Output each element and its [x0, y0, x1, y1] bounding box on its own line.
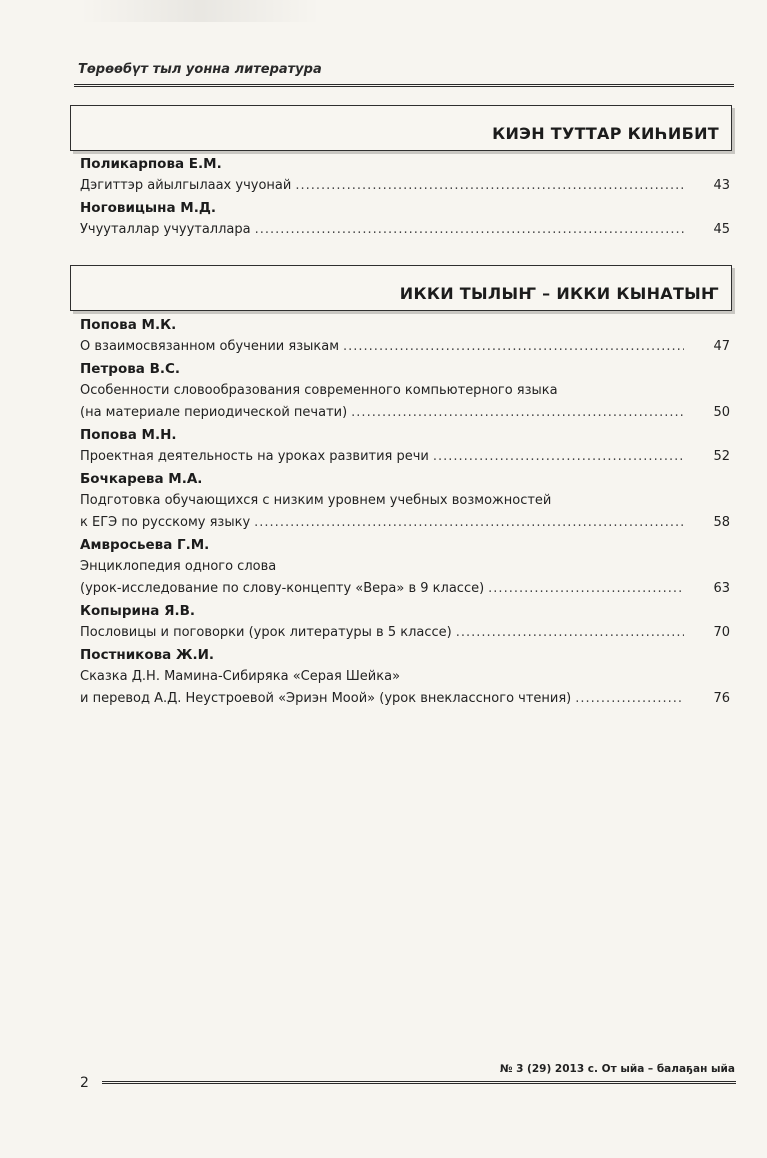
page-number: 43 [713, 178, 730, 193]
page-number: 50 [713, 405, 730, 420]
entry-author: Попова М.Н. [80, 427, 177, 443]
entry-author: Петрова В.С. [80, 361, 181, 377]
toc-line [80, 336, 730, 358]
entry-title: Дэгиттэр айылгылаах учуонай [80, 178, 292, 193]
toc-line [80, 219, 730, 241]
leader-dots [351, 402, 684, 424]
entry-title-line: Подготовка обучающихся с низким уровнем учебных возможностей [80, 493, 552, 508]
running-header: Төрөөбүт тыл уонна литература [78, 62, 322, 77]
entry-title: Учууталлар учууталлара [80, 222, 251, 237]
entry-title: (урок-исследование по слову-концепту «Вера» в 9 классе) [80, 581, 485, 596]
page-number: 63 [713, 581, 730, 596]
page-number: 70 [713, 625, 730, 640]
toc-line [80, 402, 730, 424]
entry-title: к ЕГЭ по русскому языку [80, 515, 251, 530]
header-rule [74, 84, 734, 87]
scan-smudge [80, 0, 320, 22]
entry-title-line: Энциклопедия одного слова [80, 559, 277, 574]
leader-dots [255, 219, 684, 241]
page-number: 47 [713, 339, 730, 354]
section-entries-2 [80, 314, 730, 710]
toc-line [80, 446, 730, 468]
page-number: 45 [713, 222, 730, 237]
entry-title: и перевод А.Д. Неустроевой «Эриэн Моой» (урок внеклассного чтения) [80, 691, 572, 706]
page-number: 52 [713, 449, 730, 464]
leader-dots [456, 622, 684, 644]
footer-rule [102, 1081, 736, 1084]
entry-title-line: Особенности словообразования современного компьютерного языка [80, 383, 558, 398]
entry-author: Поликарпова Е.М. [80, 156, 222, 172]
section-entries-1 [80, 153, 730, 241]
leader-dots [575, 688, 684, 710]
entry-author: Ноговицына М.Д. [80, 200, 216, 216]
page-number: 76 [713, 691, 730, 706]
leader-dots [433, 446, 684, 468]
entry-author: Амвросьева Г.М. [80, 537, 210, 553]
toc-line [80, 688, 730, 710]
entry-author: Постникова Ж.И. [80, 647, 215, 663]
leader-dots [254, 512, 684, 534]
page-number: 58 [713, 515, 730, 530]
footer-page-number: 2 [80, 1075, 89, 1091]
leader-dots [488, 578, 684, 600]
entry-title: (на материале периодической печати) [80, 405, 348, 420]
section-heading-box-1 [70, 105, 732, 151]
toc-line [80, 578, 730, 600]
entry-author: Копырина Я.В. [80, 603, 196, 619]
section-title: ИККИ ТЫЛЫҤ – ИККИ КЫНАТЫҤ [399, 284, 719, 303]
toc-line [80, 512, 730, 534]
entry-title: Пословицы и поговорки (урок литературы в 5 классе) [80, 625, 452, 640]
toc-line [80, 622, 730, 644]
entry-author: Попова М.К. [80, 317, 177, 333]
entry-author: Бочкарева М.А. [80, 471, 203, 487]
leader-dots [343, 336, 684, 358]
section-title: КИЭН ТУТТАР КИҺИБИТ [492, 124, 719, 143]
entry-title-line: Сказка Д.Н. Мамина-Сибиряка «Серая Шейка» [80, 669, 401, 684]
leader-dots [295, 175, 684, 197]
footer-issue: № 3 (29) 2013 с. От ыйа – балаҕан ыйа [499, 1063, 735, 1075]
entry-title: О взаимосвязанном обучении языкам [80, 339, 340, 354]
entry-title: Проектная деятельность на уроках развития речи [80, 449, 429, 464]
toc-line [80, 175, 730, 197]
section-heading-box-2 [70, 265, 732, 311]
